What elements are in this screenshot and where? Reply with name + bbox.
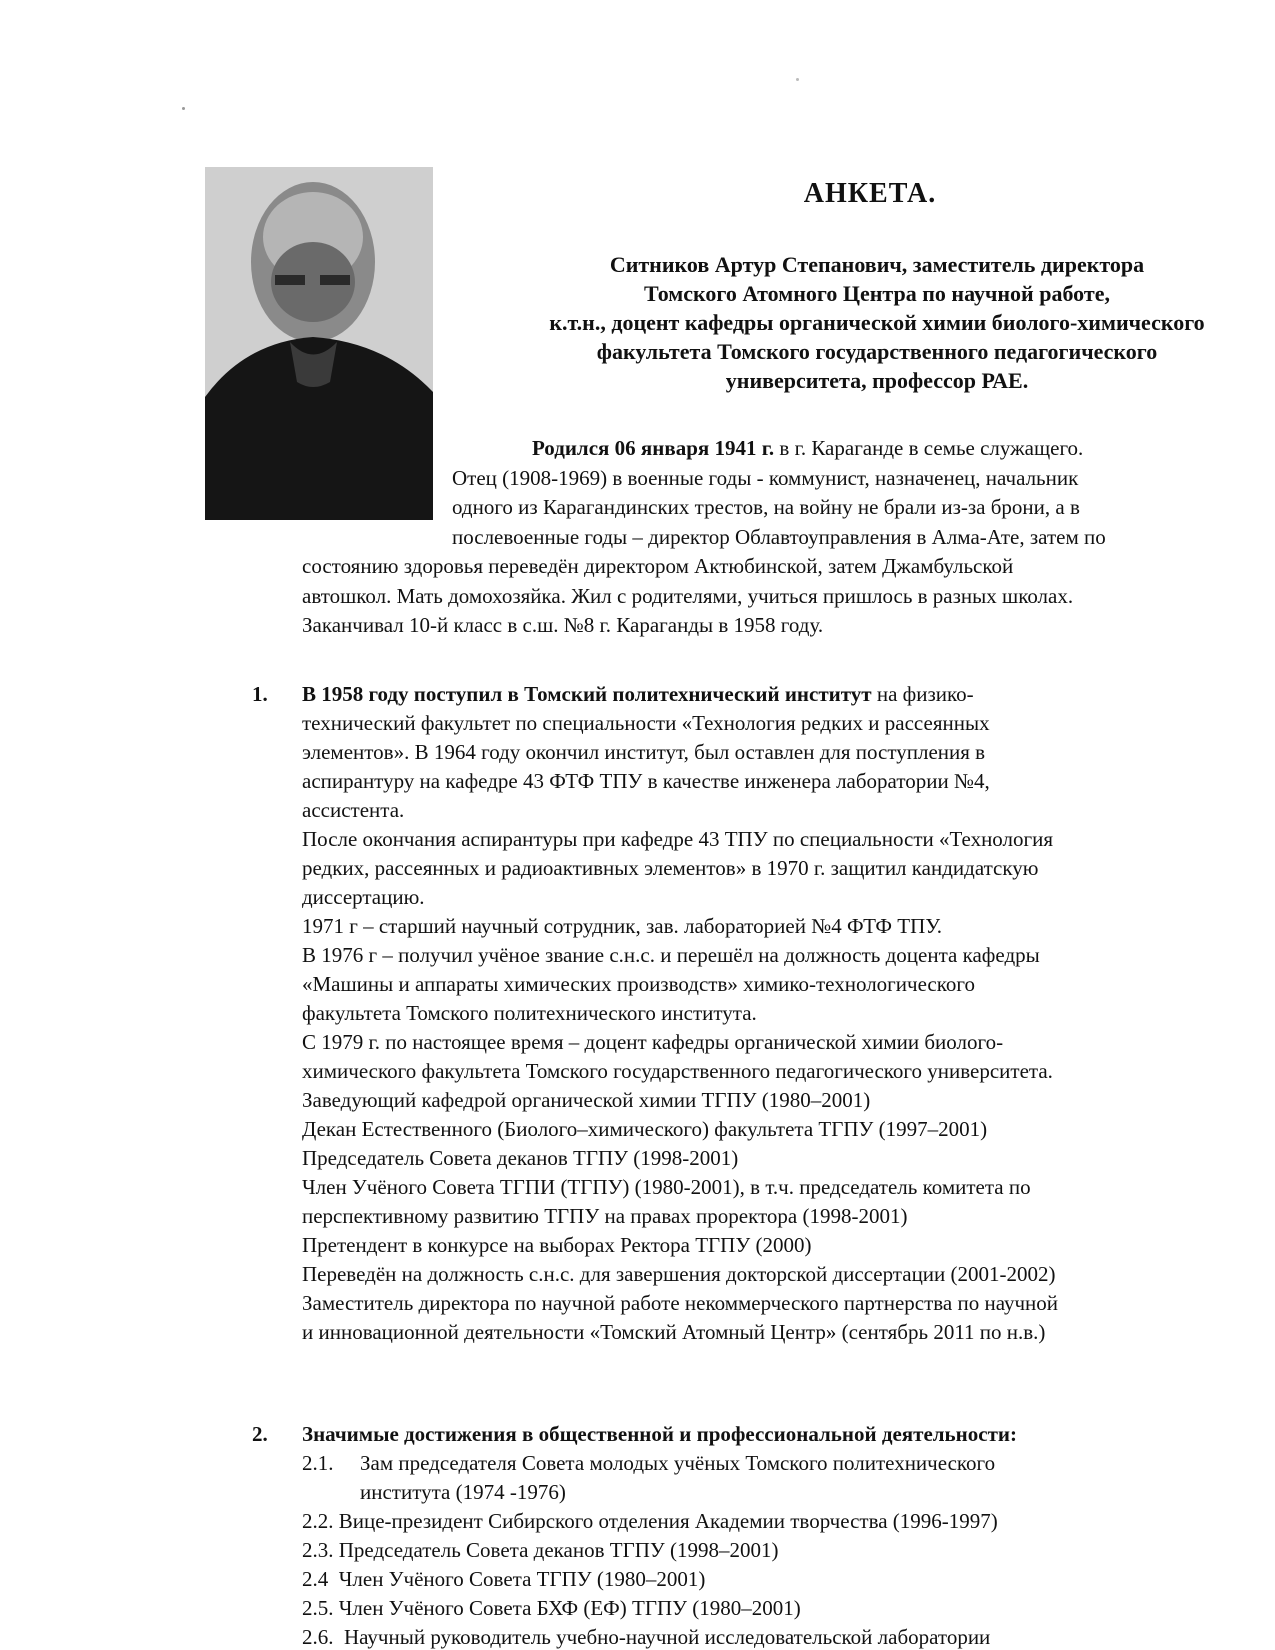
- section-line: и инновационной деятельности «Томский Атомный Центр» (сентябрь 2011 по н.в.): [302, 1320, 1046, 1344]
- section-line: ассистента.: [302, 798, 405, 822]
- item-number: 2.5.: [302, 1596, 334, 1620]
- section-education-career: [252, 680, 1275, 1347]
- item-text: Член Учёного Совета БХФ (ЕФ) ТГПУ (1980–2001): [338, 1596, 801, 1620]
- section-line: Заведующий кафедрой органической химии ТГПУ (1980–2001): [302, 1088, 871, 1112]
- heading-line: Ситников Артур Степанович, заместитель директора: [609, 252, 1145, 277]
- biography-paragraph: [302, 434, 1275, 641]
- item-number: 2.1.: [302, 1451, 334, 1475]
- section-line: Декан Естественного (Биолого–химического) факультета ТГПУ (1997–2001): [302, 1117, 988, 1141]
- section-line: диссертацию.: [302, 885, 425, 909]
- item-text: Председатель Совета деканов ТГПУ (1998–2001): [338, 1538, 779, 1562]
- section-text: на физико-: [871, 682, 974, 706]
- section-number: 2.: [252, 1422, 268, 1446]
- bio-line: одного из Карагандинских трестов, на войну не брали из-за брони, а в: [452, 495, 1080, 519]
- bio-line: Заканчивал 10-й класс в с.ш. №8 г. Караганды в 1958 году.: [302, 613, 824, 637]
- section-line: Член Учёного Совета ТГПИ (ТГПУ) (1980-2001), в т.ч. председатель комитета по: [302, 1175, 1031, 1199]
- section-number: 1.: [252, 682, 268, 706]
- section-line: 1971 г – старший научный сотрудник, зав. лабораторией №4 ФТФ ТПУ.: [302, 914, 942, 938]
- scan-speck: [796, 78, 799, 81]
- bio-line: Отец (1908-1969) в военные годы - коммунист, назначенец, начальник: [452, 465, 1079, 490]
- bio-text: в г. Караганде в семье служащего.: [774, 436, 1084, 460]
- person-heading: [462, 250, 1275, 395]
- scan-speck: [182, 107, 185, 110]
- section-line: химического факультета Томского государственного педагогического университета.: [302, 1059, 1053, 1083]
- bio-line: [302, 434, 1275, 464]
- item-text: Член Учёного Совета ТГПУ (1980–2001): [338, 1567, 706, 1591]
- heading-line: университета, профессор РАЕ.: [725, 368, 1029, 393]
- bio-line: автошкол. Мать домохозяйка. Жил с родителями, учиться пришлось в разных школах.: [302, 583, 1074, 608]
- page-title: АНКЕТА.: [803, 178, 937, 209]
- section-lead: В 1958 году поступил в Томский политехнический институт: [302, 682, 872, 706]
- section-line: технический факультет по специальности «Технология редких и рассеянных: [302, 711, 990, 735]
- section-achievements: [252, 1420, 1275, 1650]
- section-line: факультета Томского политехнического института.: [302, 1001, 757, 1025]
- section-line: [302, 680, 1275, 709]
- item-text: Вице-президент Сибирского отделения Академии творчества (1996-1997): [338, 1509, 998, 1533]
- item-text: Зам председателя Совета молодых учёных Томского политехнического: [360, 1451, 996, 1475]
- item-text: Научный руководитель учебно-научной исследовательской лаборатории: [344, 1625, 991, 1649]
- item-number: 2.2.: [302, 1509, 334, 1533]
- achievement-item: [302, 1536, 1275, 1565]
- heading-line: факультета Томского государственного педагогического: [596, 339, 1158, 364]
- section-heading: Значимые достижения в общественной и профессиональной деятельности:: [302, 1422, 1017, 1446]
- achievement-item: [302, 1449, 1275, 1507]
- section-line: редких, рассеянных и радиоактивных элементов» в 1970 г. защитил кандидатскую: [302, 856, 1039, 880]
- heading-line: Томского Атомного Центра по научной работе,: [644, 281, 1110, 306]
- section-line: Председатель Совета деканов ТГПУ (1998-2001): [302, 1146, 739, 1170]
- item-number: 2.3.: [302, 1538, 334, 1562]
- section-line: В 1976 г – получил учёное звание с.н.с. и перешёл на должность доцента кафедры: [302, 943, 1040, 967]
- item-number: 2.4: [302, 1567, 329, 1591]
- section-line: Претендент в конкурсе на выборах Ректора ТГПУ (2000): [302, 1233, 812, 1257]
- section-line: Переведён на должность с.н.с. для завершения докторской диссертации (2001-2002): [302, 1262, 1056, 1286]
- bio-line: состоянию здоровья переведён директором Актюбинской, затем Джамбульской: [302, 554, 1014, 578]
- section-line: элементов». В 1964 году окончил институт, был оставлен для поступления в: [302, 740, 986, 764]
- section-line: перспективному развитию ТГПУ на правах проректора (1998-2001): [302, 1204, 908, 1228]
- bio-line: послевоенные годы – директор Облавтоуправления в Алма-Ате, затем по: [452, 524, 1106, 549]
- achievement-item: [302, 1594, 1275, 1623]
- section-line: «Машины и аппараты химических производств» химико-технологического: [302, 972, 975, 996]
- item-text-cont: института (1974 -1976): [360, 1480, 566, 1504]
- achievement-item: [302, 1565, 1275, 1594]
- section-line: С 1979 г. по настоящее время – доцент кафедры органической химии биолого-: [302, 1030, 1004, 1054]
- birth-date-text: Родился 06 января 1941 г.: [532, 436, 775, 460]
- heading-line: к.т.н., доцент кафедры органической химии биолого-химического: [549, 310, 1205, 335]
- item-number: 2.6.: [302, 1625, 334, 1649]
- achievement-item: [302, 1507, 1275, 1536]
- section-line: Заместитель директора по научной работе некоммерческого партнерства по научной: [302, 1291, 1059, 1315]
- section-line: После окончания аспирантуры при кафедре 43 ТПУ по специальности «Технология: [302, 827, 1054, 851]
- achievement-item: [302, 1623, 1275, 1650]
- section-line: аспирантуру на кафедре 43 ФТФ ТПУ в качестве инженера лаборатории №4,: [302, 769, 990, 793]
